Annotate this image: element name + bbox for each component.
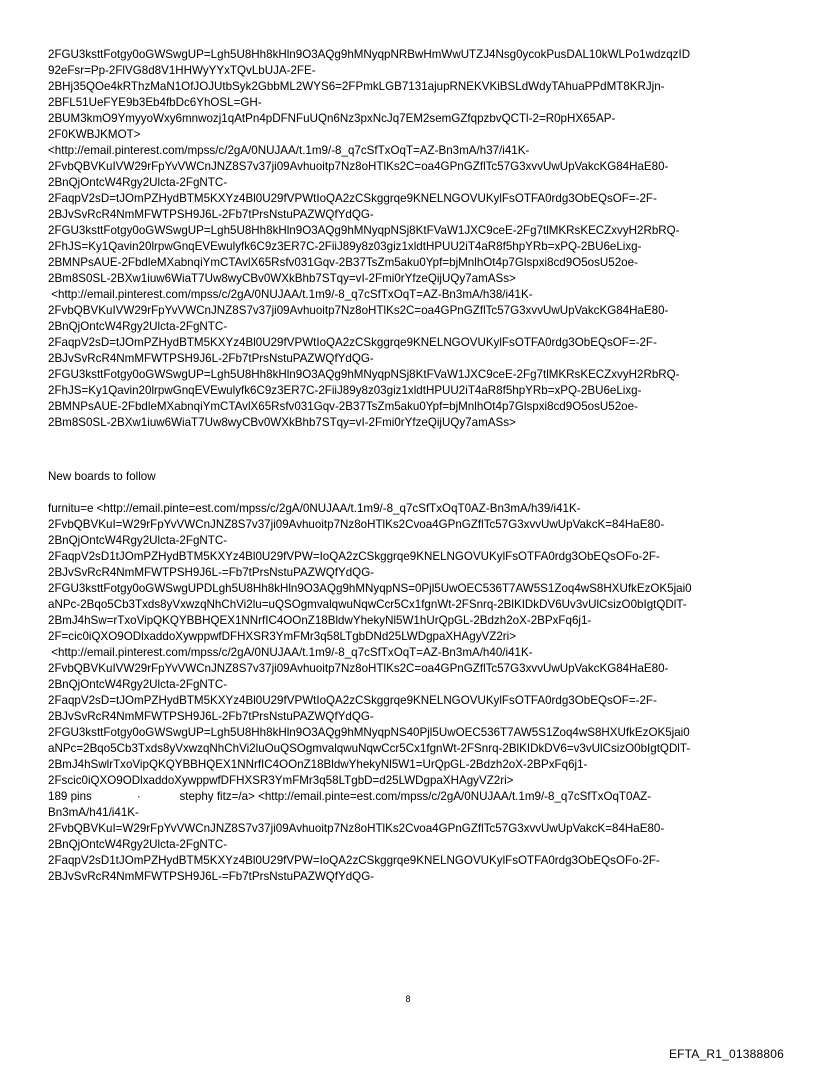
text-line: <http://email.pinterest.com/mpss/c/2gA/0NUJAA/t.1m9/-8_q7cSfTxOqT=AZ-Bn3mA/h38/i41K-	[48, 288, 533, 301]
text-line: 2BFL51UeFYE9b3Eb4fbDc6YhOSL=GH-	[48, 96, 262, 109]
text-line: 2FhJS=Ky1Qavin20lrpwGnqEVEwulyfk6C9z3ER7C-2FiiJ89y8z03giz1xldtHPUU2iT4aR8f5hpYRb=xPQ-2BU6eLixg-	[48, 240, 642, 253]
text-line: 2BnQjOntcW4Rgy2Ulcta-2FgNTC-	[48, 320, 228, 333]
text-line: 2BMNPsAUE-2FbdleMXabnqiYmCTAvlX65Rsfv031Gqv-2B37TsZm5aku0Ypf=bjMnlhOt4p7Glspxi8cd9O5osU52oe-	[48, 400, 638, 413]
text-line: 2FvbQBVKuIVW29rFpYvVWCnJNZ8S7v37ji09Avhuoitp7Nz8oHTlKs2C=oa4GPnGZflTc57G3xvvUwUpVakcKG84HaE80-	[48, 160, 669, 173]
text-line: 2BmJ4hSw=rTxoVipQKQYBBHQEX1NNrfIC4OOnZ18BldwYhekyNl5W1hUrQpGL-2Bdzh2oX-2BPxFq6j1-	[48, 614, 592, 627]
text-line: 2FvbQBVKuI=W29rFpYvVWCnJNZ8S7v37ji09Avhuoitp7Nz8oHTlKs2Cvoa4GPnGZflTc57G3xvvUwUpVakcK=84HaE80-	[48, 518, 665, 531]
document-body	[48, 47, 788, 885]
bates-number: EFTA_R1_01388806	[668, 1047, 784, 1061]
spacer	[48, 431, 788, 469]
text-line: 2FhJS=Ky1Qavin20lrpwGnqEVEwulyfk6C9z3ER7C-2FiiJ89y8z03giz1xldtHPUU2iT4aR8f5hpYRb=xPQ-2BU6eLixg-	[48, 384, 642, 397]
text-line: 2FGU3ksttFotgy0oGWSwgUPDLgh5U8Hh8kHln9O3AQg9hMNyqpNS=0Pjl5UwOEC536T7AW5S1Zoq4wS8HXUfkEzOK5jai0	[48, 582, 692, 595]
text-line: 2F=cic0iQXO9ODlxaddoXywppwfDFHXSR3YmFMr3q58LTgbDNd25LWDgpaXHAgyVZ2ri>	[48, 630, 517, 643]
text-line: 2Bm8S0SL-2BXw1iuw6WiaT7Uw8wyCBv0WXkBhb7STqy=vI-2Fmi0rYfzeQijUQy7amASs>	[48, 272, 516, 285]
text-line: 2FvbQBVKuIVW29rFpYvVWCnJNZ8S7v37ji09Avhuoitp7Nz8oHTlKs2C=oa4GPnGZflTc57G3xvvUwUpVakcKG84HaE80-	[48, 304, 669, 317]
text-line: 2BMNPsAUE-2FbdleMXabnqiYmCTAvlX65Rsfv031Gqv-2B37TsZm5aku0Ypf=bjMnlhOt4p7Glspxi8cd9O5osU52oe-	[48, 256, 638, 269]
text-line: 2Fscic0iQXO9ODlxaddoXywppwfDFHXSR3YmFMr3q58LTgbD=d25LWDgpaXHAgyVZ2ri>	[48, 774, 514, 787]
text-line: 2FaqpV2sD=tJOmPZHydBTM5KXYz4Bl0U29fVPWtIoQA2zCSkggrqe9KNELNGOVUKylFsOTFA0rdg3ObEQsOF=-2F-	[48, 694, 657, 707]
text-line: 2FGU3ksttFotgy0oGWSwgUP=Lgh5U8Hh8kHln9O3AQg9hMNyqpNSj8KtFVaW1JXC9ceE-2Fg7tlMKRsKECZxvyH2RbRQ-	[48, 368, 680, 381]
text-line: 2BHj35QOe4kRThzMaN1OfJOJUtbSyk2GbbML2WYS6=2FPmkLGB7131ajupRNEKVKiBSLdWdyTAhuaPPdMT8KRJjn-	[48, 80, 665, 93]
text-line: 2BmJ4hSwlrTxoVipQKQYBBHQEX1NNrfIC4OOnZ18BldwYhekyNl5W1=UrQpGL-2Bdzh2oX-2BPxFq6j1-	[48, 758, 588, 771]
url-text-block	[48, 47, 788, 431]
text-line: 189 pins · stephy fitz=/a> <http://email.pinte=est.com/mpss/c/2gA/0NUJAA/t.1m9/-8_q7cSfTxOqT0AZ-	[48, 790, 652, 803]
text-line: 2FGU3ksttFotgy0oGWSwgUP=Lgh5U8Hh8kHln9O3AQg9hMNyqpNSj8KtFVaW1JXC9ceE-2Fg7tlMKRsKECZxvyH2RbRQ-	[48, 224, 680, 237]
text-line: 2BUM3kmO9YmyyoWxy6mnwozj1qAtPn4pDFNFuUQn6Nz3pxNcJq7EM2semGZfqpzbvQCTl-2=R0pHX65AP-	[48, 112, 616, 125]
text-line: furnitu=e <http://email.pinte=est.com/mpss/c/2gA/0NUJAA/t.1m9/-8_q7cSfTxOqT0AZ-Bn3mA/h39/i41K-	[48, 502, 581, 515]
boards-text-block	[48, 501, 788, 885]
text-line: 2FGU3ksttFotgy0oGWSwgUP=Lgh5U8Hh8kHln9O3AQg9hMNyqpNS40Pjl5UwOEC536T7AW5S1Zoq4wS8HXUfkEzOK5jai0	[48, 726, 690, 739]
text-line: 2FGU3ksttFotgy0oGWSwgUP=Lgh5U8Hh8kHln9O3AQg9hMNyqpNRBwHmWwUTZJ4Nsg0ycokPusDAL10kWLPo1wdzqzID	[48, 48, 691, 61]
text-line: aNPc-2Bqo5Cb3Txds8yVxwzqNhChVi2lu=uQSOgmvalqwuNqwCcr5Cx1fgnWt-2FSnrq-2BlKIDkDV6Uv3vUlCsizO0bIgtQDlT-	[48, 598, 687, 611]
text-line: 2BJvSvRcR4NmMFWTPSH9J6L-=Fb7tPrsNstuPAZWQfYdQG-	[48, 566, 375, 579]
text-line: 2BnQjOntcW4Rgy2Ulcta-2FgNTC-	[48, 838, 228, 851]
text-line: 2FaqpV2sD1tJOmPZHydBTM5KXYz4Bl0U29fVPW=IoQA2zCSkggrqe9KNELNGOVUKylFsOTFA0rdg3ObEQsOFo-2F-	[48, 854, 660, 867]
text-line: 92eFsr=Pp-2FlVG8d8V1HHWyYYxTQvLbUJA-2FE-	[48, 64, 316, 77]
spacer	[48, 485, 788, 501]
text-line: 2BJvSvRcR4NmMFWTPSH9J6L-2Fb7tPrsNstuPAZWQfYdQG-	[48, 208, 374, 221]
text-line: 2BnQjOntcW4Rgy2Ulcta-2FgNTC-	[48, 176, 228, 189]
section-heading: New boards to follow	[48, 470, 156, 483]
text-line: 2FvbQBVKuIVW29rFpYvVWCnJNZ8S7v37ji09Avhuoitp7Nz8oHTlKs2C=oa4GPnGZflTc57G3xvvUwUpVakcKG84HaE80-	[48, 662, 669, 675]
text-line: 2BnQjOntcW4Rgy2Ulcta-2FgNTC-	[48, 678, 228, 691]
text-line: 2FaqpV2sD=tJOmPZHydBTM5KXYz4Bl0U29fVPWtIoQA2zCSkggrqe9KNELNGOVUKylFsOTFA0rdg3ObEQsOF=-2F-	[48, 336, 657, 349]
text-line: 2FvbQBVKuI=W29rFpYvVWCnJNZ8S7v37ji09Avhuoitp7Nz8oHTlKs2Cvoa4GPnGZflTc57G3xvvUwUpVakcK=84HaE80-	[48, 822, 665, 835]
text-line: Bn3mA/h41/i41K-	[48, 806, 139, 819]
text-line: 2Bm8S0SL-2BXw1iuw6WiaT7Uw8wyCBv0WXkBhb7STqy=vI-2Fmi0rYfzeQijUQy7amASs>	[48, 416, 516, 429]
text-line: aNPc=2Bqo5Cb3Txds8yVxwzqNhChVi2luOuQSOgmvalqwuNqwCcr5Cx1fgnWt-2FSnrq-2BlKIDkDV6=v3vUlCsizO0bIgtQDlT-	[48, 742, 691, 755]
text-line: 2BJvSvRcR4NmMFWTPSH9J6L-=Fb7tPrsNstuPAZWQfYdQG-	[48, 870, 375, 883]
text-line: 2F0KWBJKMOT>	[48, 128, 141, 141]
text-line: 2BnQjOntcW4Rgy2Ulcta-2FgNTC-	[48, 534, 228, 547]
text-line: <http://email.pinterest.com/mpss/c/2gA/0NUJAA/t.1m9/-8_q7cSfTxOqT=AZ-Bn3mA/h40/i41K-	[48, 646, 533, 659]
text-line: <http://email.pinterest.com/mpss/c/2gA/0NUJAA/t.1m9/-8_q7cSfTxOqT=AZ-Bn3mA/h37/i41K-	[48, 144, 530, 157]
page-number: 8	[405, 994, 411, 1004]
text-line: 2FaqpV2sD1tJOmPZHydBTM5KXYz4Bl0U29fVPW=IoQA2zCSkggrqe9KNELNGOVUKylFsOTFA0rdg3ObEQsOFo-2F-	[48, 550, 660, 563]
text-line: 2BJvSvRcR4NmMFWTPSH9J6L-2Fb7tPrsNstuPAZWQfYdQG-	[48, 710, 374, 723]
text-line: 2FaqpV2sD=tJOmPZHydBTM5KXYz4Bl0U29fVPWtIoQA2zCSkggrqe9KNELNGOVUKylFsOTFA0rdg3ObEQsOF=-2F-	[48, 192, 657, 205]
text-line: 2BJvSvRcR4NmMFWTPSH9J6L-2Fb7tPrsNstuPAZWQfYdQG-	[48, 352, 374, 365]
